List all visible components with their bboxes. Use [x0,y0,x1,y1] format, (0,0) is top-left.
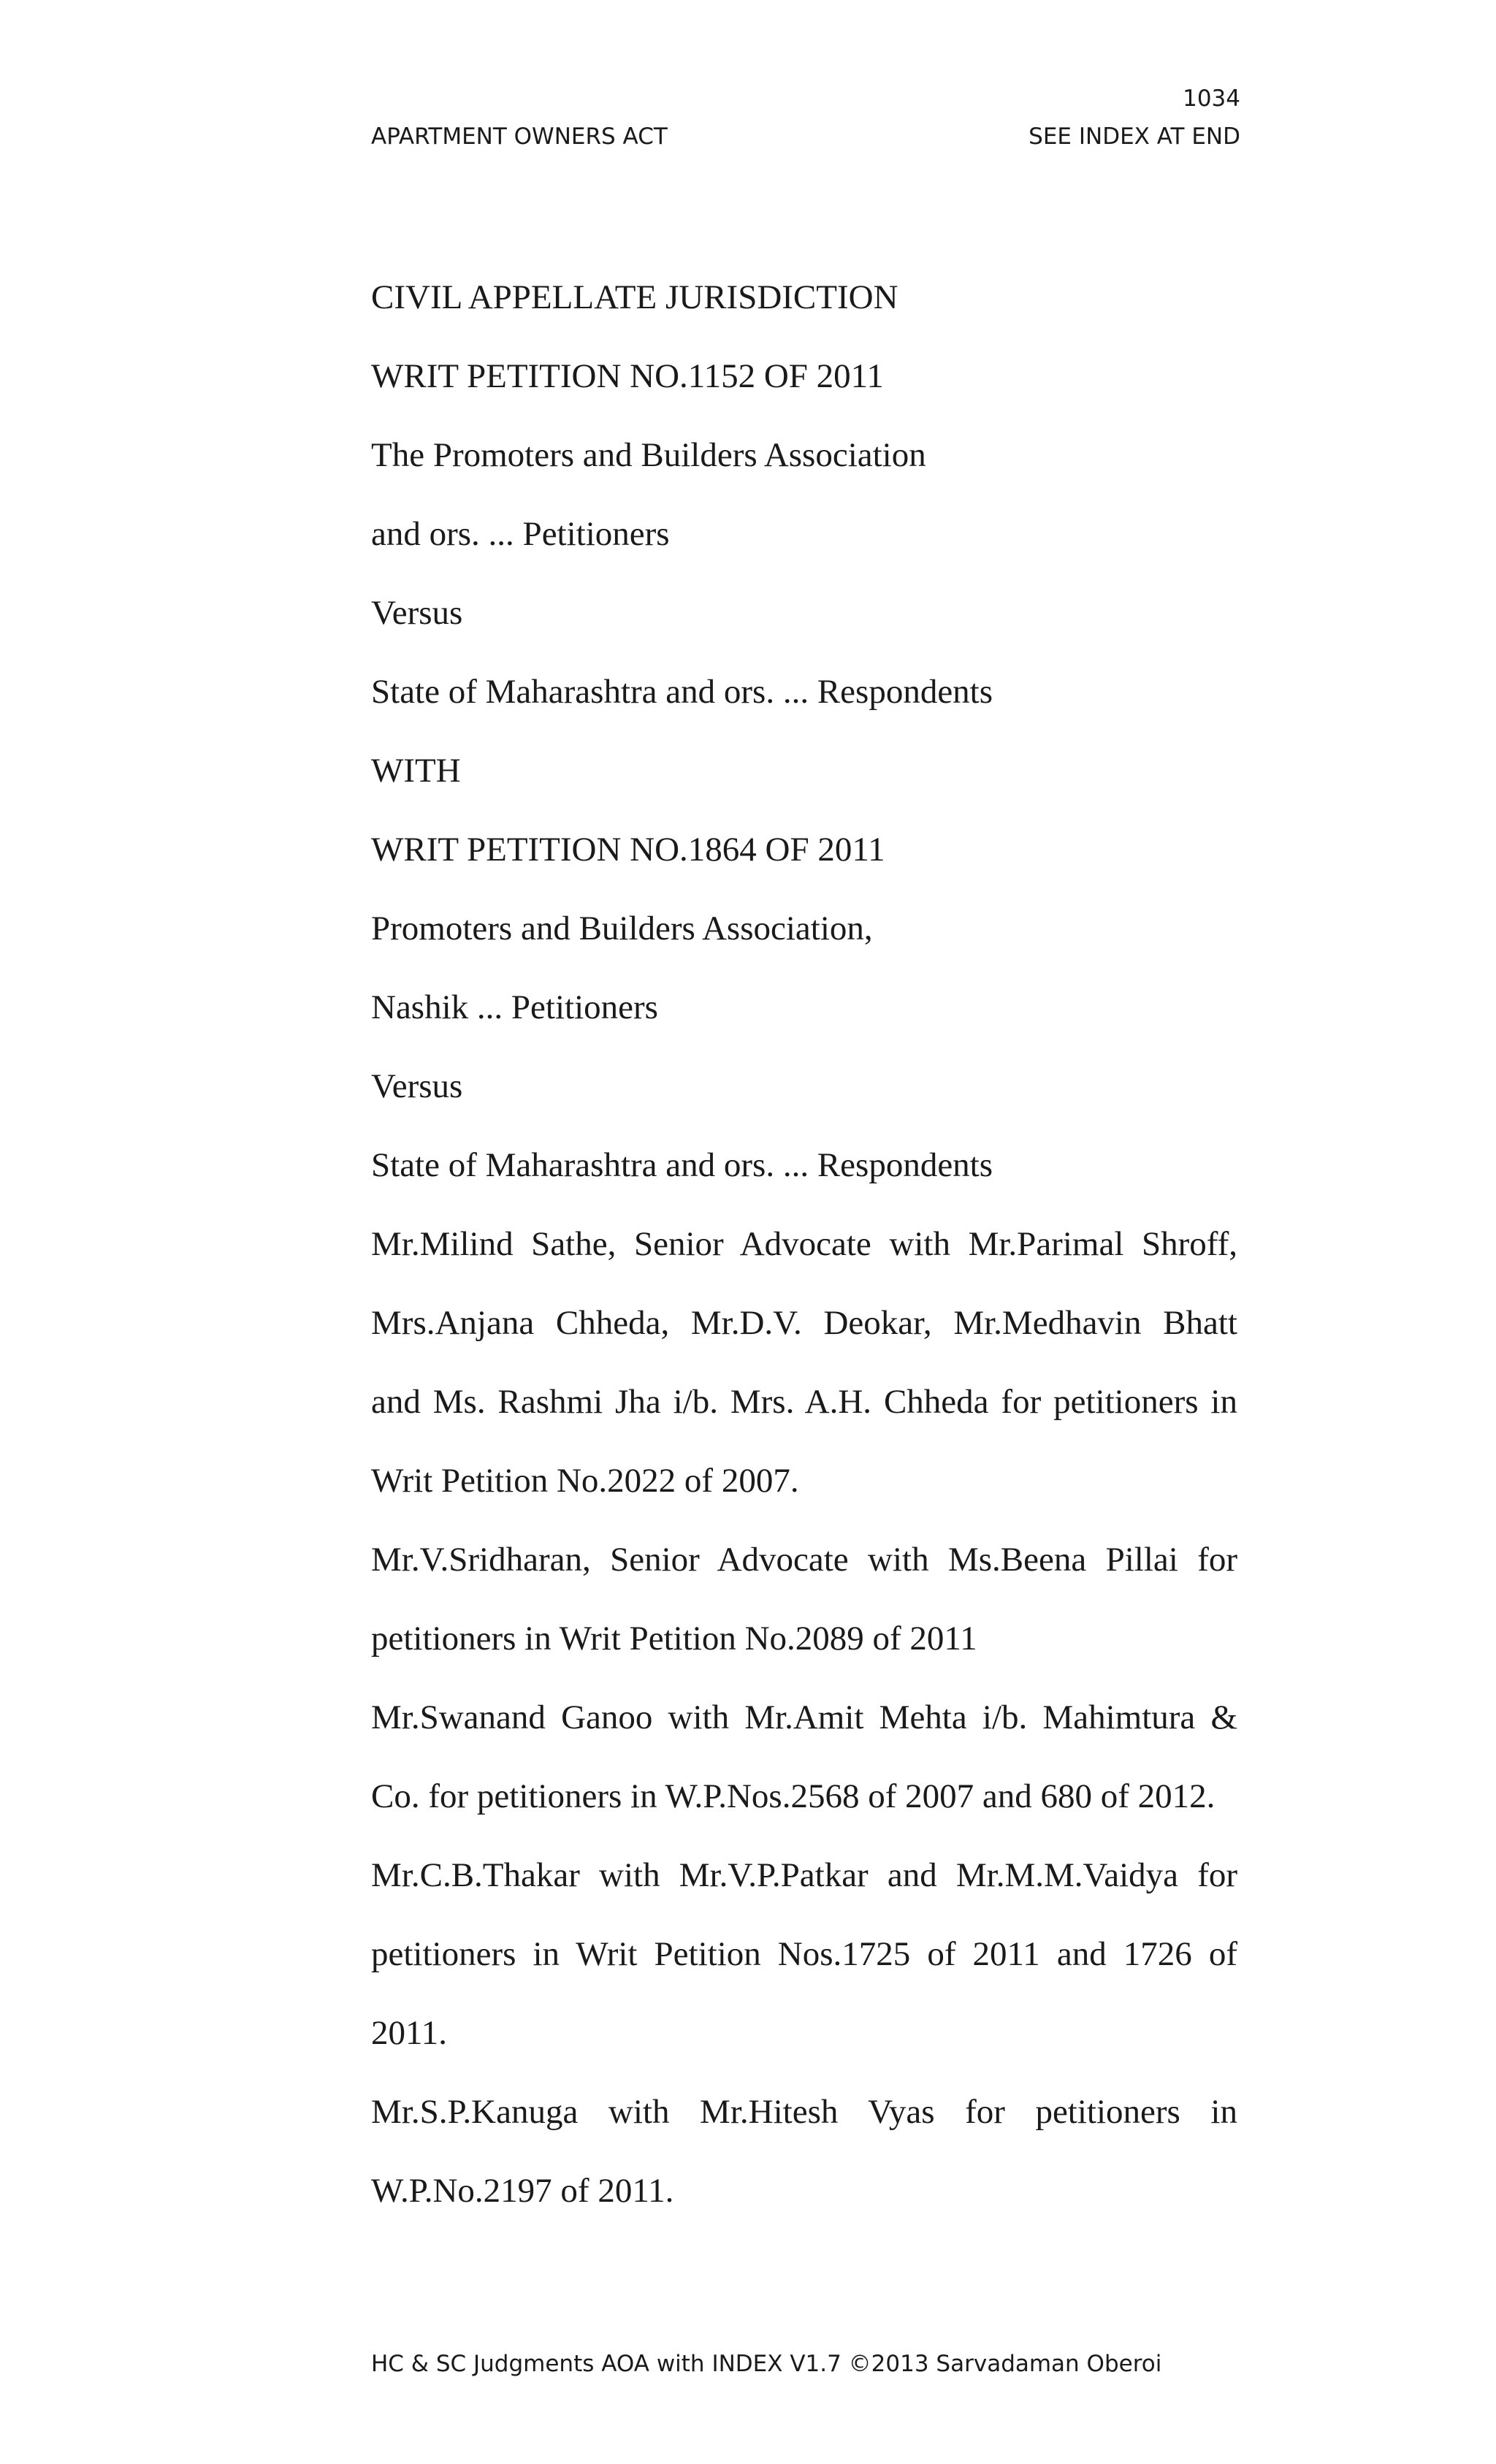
header-right: SEE INDEX AT END [1028,123,1240,150]
judgment-body [371,258,1237,2230]
respondent-1: State of Maharashtra and ors. ... Respondents [371,673,993,711]
counsel-line: 2011. [371,2014,448,2052]
respondent-2: State of Maharashtra and ors. ... Respondents [371,1146,993,1184]
counsel-line: Co. for petitioners in W.P.Nos.2568 of 2007 and 680 of 2012. [371,1777,1216,1815]
counsel-line: petitioners in Writ Petition Nos.1725 of 2011 and 1726 of [371,1935,1237,1973]
petitioner-1-line-1: The Promoters and Builders Association [371,436,926,474]
counsel-line: Mr.Swanand Ganoo with Mr.Amit Mehta i/b. Mahimtura & [371,1698,1237,1736]
page-number: 1034 [1183,85,1240,112]
counsel-line: W.P.No.2197 of 2011. [371,2172,674,2210]
with-label: WITH [371,752,461,790]
petitioner-2-line-2: Nashik ... Petitioners [371,988,658,1026]
running-header [371,123,1240,150]
case-number-1: WRIT PETITION NO.1152 OF 2011 [371,357,884,395]
petitioner-1-line-2: and ors. ... Petitioners [371,515,670,553]
header-left: APARTMENT OWNERS ACT [371,123,668,150]
counsel-line: Mrs.Anjana Chheda, Mr.D.V. Deokar, Mr.Medhavin Bhatt [371,1304,1237,1342]
jurisdiction-heading: CIVIL APPELLATE JURISDICTION [371,278,898,316]
counsel-line: petitioners in Writ Petition No.2089 of 2011 [371,1620,977,1658]
counsel-line: Writ Petition No.2022 of 2007. [371,1462,799,1500]
petitioner-2-line-1: Promoters and Builders Association, [371,909,873,947]
versus-1: Versus [371,594,463,632]
counsel-line: and Ms. Rashmi Jha i/b. Mrs. A.H. Chheda for petitioners in [371,1383,1237,1421]
versus-2: Versus [371,1067,463,1105]
case-number-2: WRIT PETITION NO.1864 OF 2011 [371,831,885,869]
counsel-line: Mr.C.B.Thakar with Mr.V.P.Patkar and Mr.M.M.Vaidya for [371,1856,1237,1894]
counsel-line: Mr.S.P.Kanuga with Mr.Hitesh Vyas for petitioners in [371,2093,1237,2131]
counsel-line: Mr.Milind Sathe, Senior Advocate with Mr.Parimal Shroff, [371,1225,1237,1263]
counsel-line: Mr.V.Sridharan, Senior Advocate with Ms.Beena Pillai for [371,1541,1237,1579]
page-footer: HC & SC Judgments AOA with INDEX V1.7 ©2013 Sarvadaman Oberoi [371,2351,1162,2377]
